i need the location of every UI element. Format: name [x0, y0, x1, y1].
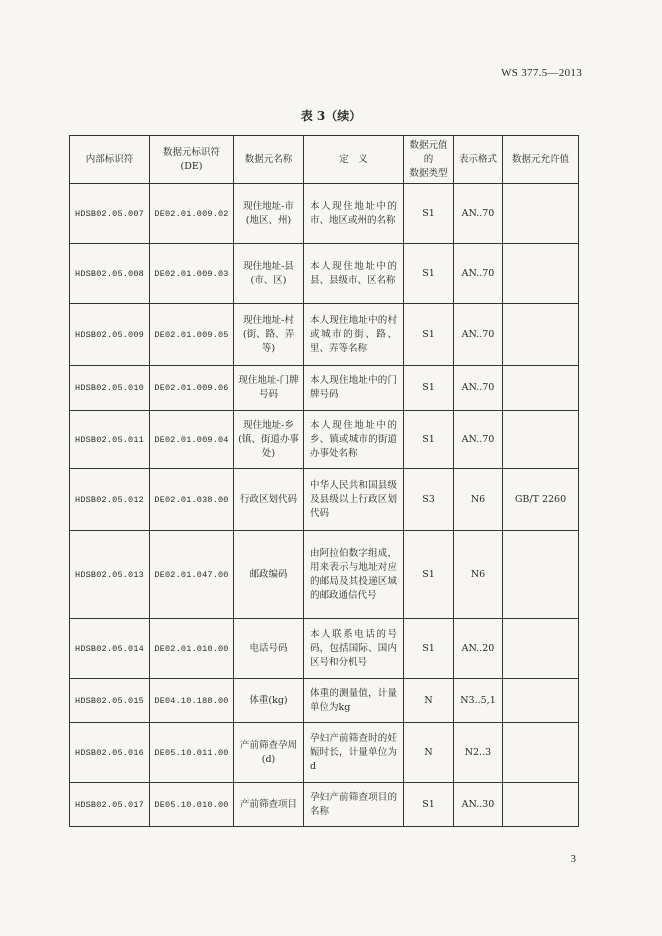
cell-data-type: S1 [404, 531, 454, 619]
cell-definition: 孕妇产前筛查项目的名称 [304, 783, 404, 827]
cell-definition: 本人现住地址中的门牌号码 [304, 366, 404, 411]
table-row [70, 244, 579, 304]
cell-de-id: DE05.10.011.00 [150, 723, 234, 783]
cell-definition: 体重的测量值，计量单位为kg [304, 679, 404, 723]
cell-de-id: DE02.01.010.00 [150, 619, 234, 679]
cell-format: N3..5,1 [454, 679, 503, 723]
cell-de-id: DE05.10.010.00 [150, 783, 234, 827]
cell-de-id: DE04.10.188.00 [150, 679, 234, 723]
table-row [70, 304, 579, 366]
data-element-table [69, 135, 579, 827]
cell-name: 产前筛查项目 [234, 783, 304, 827]
cell-data-type: S1 [404, 184, 454, 244]
cell-allowed [503, 783, 579, 827]
cell-de-id: DE02.01.038.00 [150, 469, 234, 531]
cell-format: AN..70 [454, 366, 503, 411]
table-caption: 表 3（续） [300, 109, 362, 123]
cell-data-type: S1 [404, 304, 454, 366]
table-row [70, 619, 579, 679]
cell-data-type: N [404, 723, 454, 783]
cell-format: AN..30 [454, 783, 503, 827]
cell-definition: 中华人民共和国县级及县级以上行政区划代码 [304, 469, 404, 531]
cell-data-type: S1 [404, 244, 454, 304]
col-internal-id: 内部标识符 [70, 136, 150, 184]
cell-internal-id: HDSB02.05.007 [70, 184, 150, 244]
cell-format: AN..20 [454, 619, 503, 679]
table-row [70, 469, 579, 531]
cell-data-type: S1 [404, 366, 454, 411]
cell-allowed [503, 531, 579, 619]
cell-allowed [503, 366, 579, 411]
col-definition: 定 义 [304, 136, 404, 184]
cell-data-type: S3 [404, 469, 454, 531]
col-name: 数据元名称 [234, 136, 304, 184]
cell-allowed [503, 723, 579, 783]
cell-internal-id: HDSB02.05.017 [70, 783, 150, 827]
cell-de-id: DE02.01.009.06 [150, 366, 234, 411]
table-header-row [70, 136, 579, 184]
table-row [70, 184, 579, 244]
cell-internal-id: HDSB02.05.014 [70, 619, 150, 679]
cell-de-id: DE02.01.009.04 [150, 411, 234, 469]
table-row [70, 679, 579, 723]
standard-code: WS 377.5—2013 [501, 67, 582, 79]
cell-format: N6 [454, 469, 503, 531]
col-allowed: 数据元允许值 [503, 136, 579, 184]
cell-definition: 本人现住地址中的县、县级市、区名称 [304, 244, 404, 304]
cell-format: AN..70 [454, 184, 503, 244]
cell-allowed [503, 411, 579, 469]
cell-name: 现住地址-县(市、区) [234, 244, 304, 304]
cell-format: AN..70 [454, 411, 503, 469]
cell-name: 现住地址-乡(镇、街道办事处) [234, 411, 304, 469]
cell-allowed [503, 304, 579, 366]
cell-data-type: S1 [404, 619, 454, 679]
cell-data-type: N [404, 679, 454, 723]
cell-internal-id: HDSB02.05.010 [70, 366, 150, 411]
cell-internal-id: HDSB02.05.016 [70, 723, 150, 783]
cell-definition: 本人现住地址中的村或城市的街、路、里、弄等名称 [304, 304, 404, 366]
cell-internal-id: HDSB02.05.015 [70, 679, 150, 723]
table-row [70, 531, 579, 619]
cell-format: N2..3 [454, 723, 503, 783]
cell-name: 现住地址-门牌号码 [234, 366, 304, 411]
table-row [70, 723, 579, 783]
cell-de-id: DE02.01.047.00 [150, 531, 234, 619]
cell-de-id: DE02.01.009.02 [150, 184, 234, 244]
cell-allowed [503, 679, 579, 723]
cell-name: 电话号码 [234, 619, 304, 679]
cell-definition: 孕妇产前筛查时的妊娠时长，计量单位为d [304, 723, 404, 783]
cell-definition: 本人联系电话的号码，包括国际、国内区号和分机号 [304, 619, 404, 679]
cell-allowed [503, 619, 579, 679]
cell-de-id: DE02.01.009.03 [150, 244, 234, 304]
cell-allowed [503, 184, 579, 244]
cell-internal-id: HDSB02.05.013 [70, 531, 150, 619]
table-row [70, 411, 579, 469]
cell-name: 现住地址-村(街、路、弄等) [234, 304, 304, 366]
cell-name: 行政区划代码 [234, 469, 304, 531]
cell-internal-id: HDSB02.05.011 [70, 411, 150, 469]
cell-internal-id: HDSB02.05.012 [70, 469, 150, 531]
cell-internal-id: HDSB02.05.008 [70, 244, 150, 304]
cell-internal-id: HDSB02.05.009 [70, 304, 150, 366]
cell-allowed [503, 244, 579, 304]
cell-definition: 由阿拉伯数字组成，用来表示与地址对应的邮局及其投递区域的邮政通信代号 [304, 531, 404, 619]
cell-name: 现住地址-市(地区、州) [234, 184, 304, 244]
cell-de-id: DE02.01.009.05 [150, 304, 234, 366]
cell-format: AN..70 [454, 244, 503, 304]
cell-definition: 本人现住地址中的乡、镇或城市的街道办事处名称 [304, 411, 404, 469]
cell-definition: 本人现住地址中的市、地区或州的名称 [304, 184, 404, 244]
cell-format: N6 [454, 531, 503, 619]
cell-name: 产前筛查孕周(d) [234, 723, 304, 783]
col-data-type: 数据元值的 数据类型 [404, 136, 454, 184]
page-number: 3 [570, 853, 576, 865]
table-row [70, 783, 579, 827]
col-format: 表示格式 [454, 136, 503, 184]
table-row [70, 366, 579, 411]
cell-data-type: S1 [404, 411, 454, 469]
cell-name: 邮政编码 [234, 531, 304, 619]
col-de-id: 数据元标识符 (DE) [150, 136, 234, 184]
cell-name: 体重(kg) [234, 679, 304, 723]
cell-format: AN..70 [454, 304, 503, 366]
cell-data-type: S1 [404, 783, 454, 827]
cell-allowed: GB/T 2260 [503, 469, 579, 531]
